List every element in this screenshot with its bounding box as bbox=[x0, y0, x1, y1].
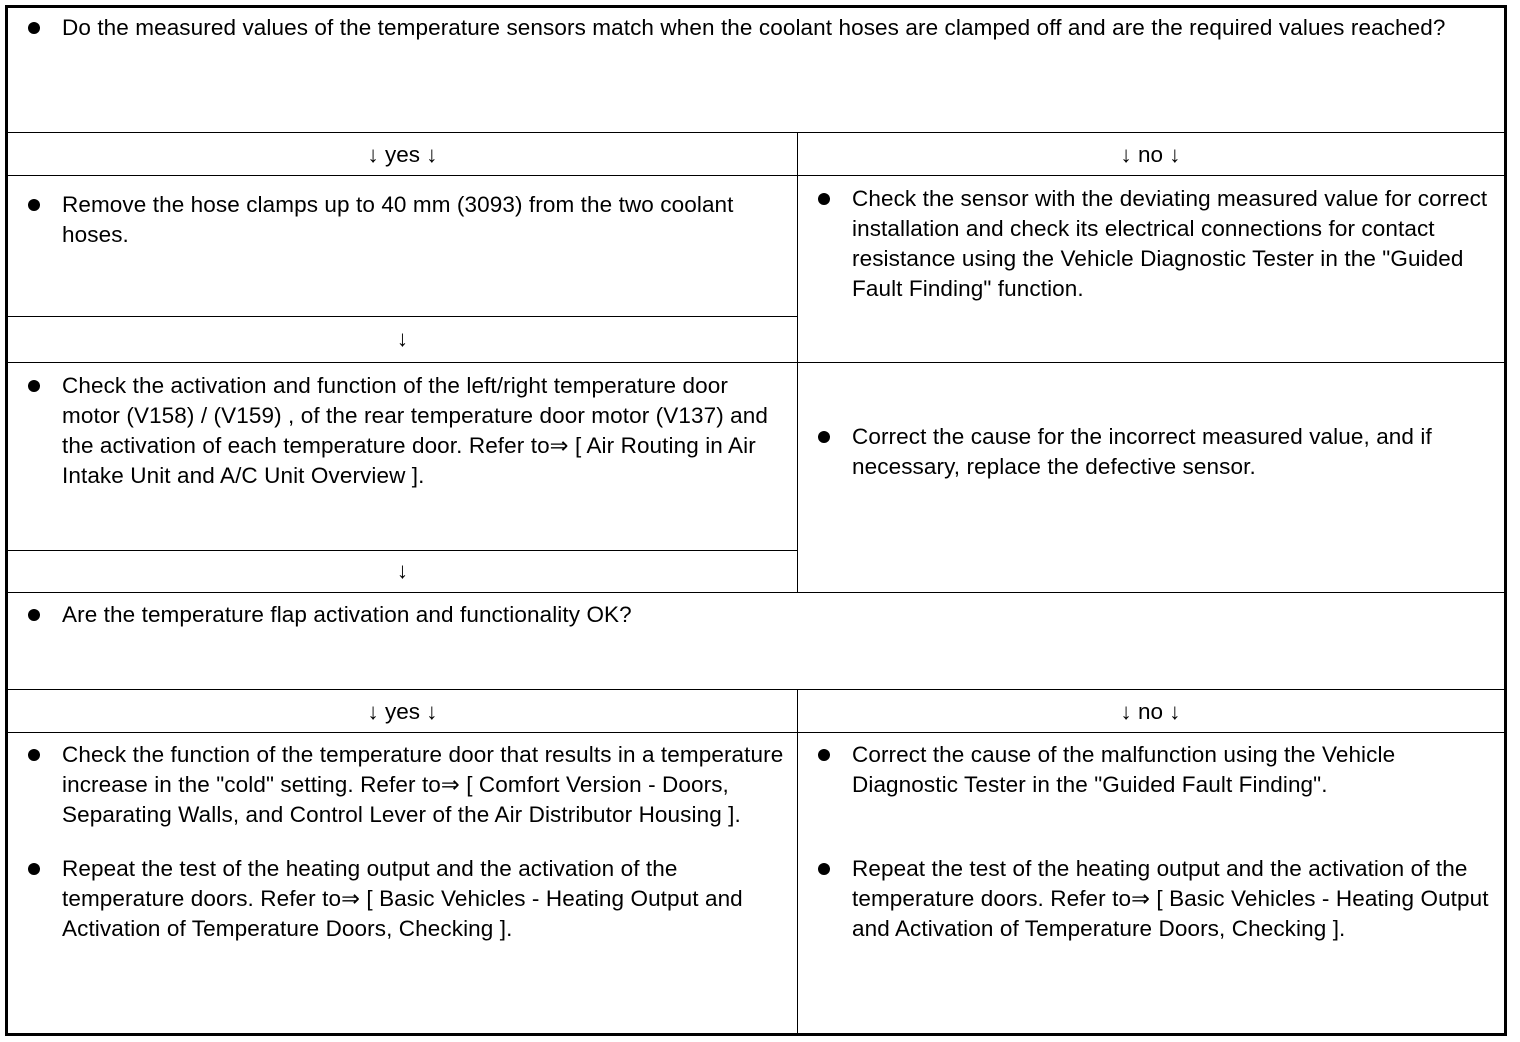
no2-cell bbox=[798, 740, 1498, 944]
yes2-item2-text: Repeat the test of the heating output and the activation of the temperature doors. Refer to⇒ [ Basic Vehicles - Heating Output and Activation of Temperature Doors, Checking ]. bbox=[62, 856, 743, 941]
yes2-item2 bbox=[8, 854, 788, 944]
bullet-icon bbox=[28, 380, 40, 392]
bullet-icon bbox=[818, 863, 830, 875]
rule-below-yes1-arrow1 bbox=[8, 362, 797, 363]
yes1-step1-text: Remove the hose clamps up to 40 mm (3093) from the two coolant hoses. bbox=[62, 192, 734, 247]
rule-below-question-1 bbox=[8, 132, 1504, 133]
yes-branch-1: ↓ yes ↓ bbox=[367, 142, 438, 167]
rule-below-branch-2 bbox=[8, 732, 1504, 733]
rule-below-question-2 bbox=[8, 689, 1504, 690]
question-2-text: Are the temperature flap activation and functionality OK? bbox=[62, 602, 632, 627]
yes2-item1-text: Check the function of the temperature door that results in a temperature increase in the "cold" setting. Refer to⇒ [ Comfort Version - Doors, Separating Walls, and Control Lever of the Air Distributor Housing ]. bbox=[62, 742, 784, 827]
yes2-cell bbox=[8, 740, 788, 944]
rule-below-columns-1 bbox=[8, 592, 1504, 593]
yes1-step2 bbox=[8, 371, 788, 491]
rule-below-branch-1 bbox=[8, 175, 1504, 176]
down-arrow-2: ↓ bbox=[396, 558, 409, 583]
no-branch-1: ↓ no ↓ bbox=[1120, 142, 1181, 167]
bullet-icon bbox=[28, 863, 40, 875]
question-1 bbox=[8, 13, 1498, 43]
bullet-icon bbox=[818, 431, 830, 443]
no1-step1 bbox=[798, 184, 1498, 304]
bullet-icon bbox=[28, 749, 40, 761]
no2-item1 bbox=[798, 740, 1498, 800]
yes1-step1 bbox=[8, 190, 788, 250]
no-branch-2: ↓ no ↓ bbox=[1120, 699, 1181, 724]
question-2-cell bbox=[8, 600, 1498, 630]
bullet-icon bbox=[28, 609, 40, 621]
no2-item1-text: Correct the cause of the malfunction using the Vehicle Diagnostic Tester in the "Guided Fault Finding". bbox=[852, 742, 1396, 797]
bullet-icon bbox=[818, 749, 830, 761]
rule-below-no1-step1 bbox=[797, 362, 1504, 363]
down-arrow-1: ↓ bbox=[396, 326, 409, 351]
no1-step2 bbox=[798, 422, 1498, 482]
yes1-step1-cell bbox=[8, 190, 788, 250]
yes-branch-2: ↓ yes ↓ bbox=[367, 699, 438, 724]
no2-item2 bbox=[798, 854, 1498, 944]
bullet-icon bbox=[28, 22, 40, 34]
yes2-item1 bbox=[8, 740, 788, 830]
no2-item2-text: Repeat the test of the heating output and the activation of the temperature doors. Refer to⇒ [ Basic Vehicles - Heating Output and Activation of Temperature Doors, Checking ]. bbox=[852, 856, 1489, 941]
rule-below-yes1-step2 bbox=[8, 550, 797, 551]
question-2 bbox=[8, 600, 1498, 630]
question-1-cell bbox=[8, 13, 1498, 43]
yes1-step2-cell bbox=[8, 371, 788, 491]
bullet-icon bbox=[818, 193, 830, 205]
no1-step1-text: Check the sensor with the deviating measured value for correct installation and check its electrical connections for contact resistance using the Vehicle Diagnostic Tester in the "Guided Fault Finding" function. bbox=[852, 186, 1488, 301]
no1-step2-text: Correct the cause for the incorrect measured value, and if necessary, replace the defective sensor. bbox=[852, 424, 1432, 479]
yes1-step2-text: Check the activation and function of the left/right temperature door motor (V158) / (V159) , of the rear temperature door motor (V137) and the activation of each temperature door. Refer to⇒ [ Air Routing in Air Intake Unit and A/C Unit Overview ]. bbox=[62, 373, 768, 488]
rule-below-yes1-step1 bbox=[8, 316, 797, 317]
question-1-text: Do the measured values of the temperature sensors match when the coolant hoses are clamped off and are the required values reached? bbox=[62, 15, 1446, 40]
bullet-icon bbox=[28, 199, 40, 211]
procedure-table bbox=[5, 5, 1507, 1036]
no1-step2-cell bbox=[798, 422, 1498, 482]
no1-step1-cell bbox=[798, 184, 1498, 304]
